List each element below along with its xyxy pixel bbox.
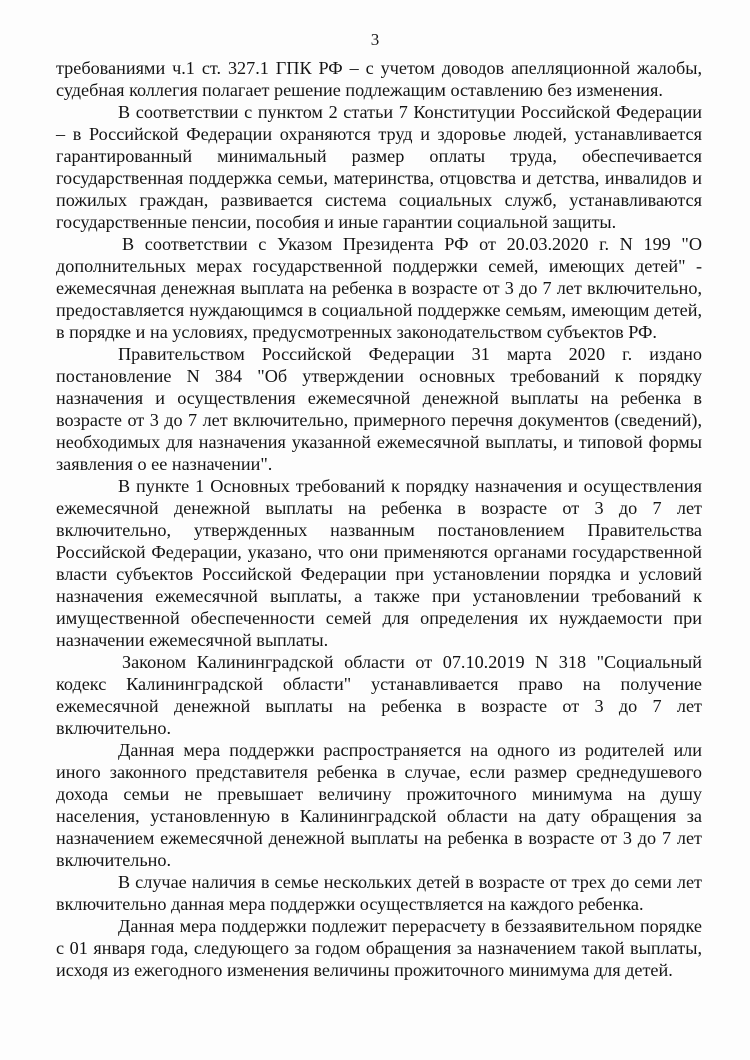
paragraph-basic-requirements: В пункте 1 Основных требований к порядку назначения и осуществления ежемесячной денежной выплаты на ребенка в возрасте от 3 до 7 лет включительно, утвержденных названным постановлением Правительства Российской Федерации, указано, что они применяются органами государственной власти субъектов Российской Федерации при установлении порядка и условий назначения ежемесячной выплаты, а также при установлении требований к имущественной обеспеченности семей для определения их нуждаемости при назначении ежемесячной выплаты. [56,476,702,650]
paragraph-recalculation: Данная мера поддержки подлежит перерасчету в беззаявительном порядке с 01 января года, следующего за годом обращения за назначением такой выплаты, исходя из ежегодного изменения величины прожиточного минимума для детей. [56,916,702,980]
paragraph-kaliningrad-law: Законом Калининградской области от 07.10.2019 N 318 "Социальный кодекс Калининградской области" устанавливается право на получение ежемесячной денежной выплаты на ребенка в возрасте от 3 до 7 лет включительно. [56,652,702,738]
paragraph-support-measure: Данная мера поддержки распространяется на одного из родителей или иного законного представителя ребенка в случае, если размер среднедушевого дохода семьи не превышает величину прожиточного минимума на душу населения, установленную в Калининградской области на дату обращения за назначением ежемесячной денежной выплаты на ребенка в возрасте от 3 до 7 лет включительно. [56,740,702,870]
paragraph-presidential-decree: В соответствии с Указом Президента РФ от 20.03.2020 г. N 199 "О дополнительных мерах государственной поддержки семей, имеющих детей" - ежемесячная денежная выплата на ребенка в возрасте от 3 до 7 лет включительно, предоставляется нуждающимся в социальной поддержке семьям, имеющим детей, в порядке и на условиях, предусмотренных законодательством субъектов РФ. [56,234,702,342]
document-body [56,57,702,981]
paragraph-constitution: В соответствии с пунктом 2 статьи 7 Конституции Российской Федерации – в Российской Федерации охраняются труд и здоровье людей, устанавливается гарантированный минимальный размер оплаты труда, обеспечивается государственная поддержка семьи, материнства, отцовства и детства, инвалидов и пожилых граждан, развивается система социальных служб, устанавливаются государственные пенсии, пособия и иные гарантии социальной защиты. [56,102,702,232]
paragraph-multiple-children: В случае наличия в семье нескольких детей в возрасте от трех до семи лет включительно данная мера поддержки осуществляется на каждого ребенка. [56,872,702,914]
paragraph-government-resolution: Правительством Российской Федерации 31 марта 2020 г. издано постановление N 384 "Об утверждении основных требований к порядку назначения и осуществления ежемесячной денежной выплаты на ребенка в возрасте от 3 до 7 лет включительно, примерного перечня документов (сведений), необходимых для назначения указанной ежемесячной выплаты, и типовой формы заявления о ее назначении". [56,344,702,474]
paragraph-continuation: требованиями ч.1 ст. 327.1 ГПК РФ – с учетом доводов апелляционной жалобы, судебная коллегия полагает решение подлежащим оставлению без изменения. [56,58,702,100]
page-number: 3 [370,30,380,49]
